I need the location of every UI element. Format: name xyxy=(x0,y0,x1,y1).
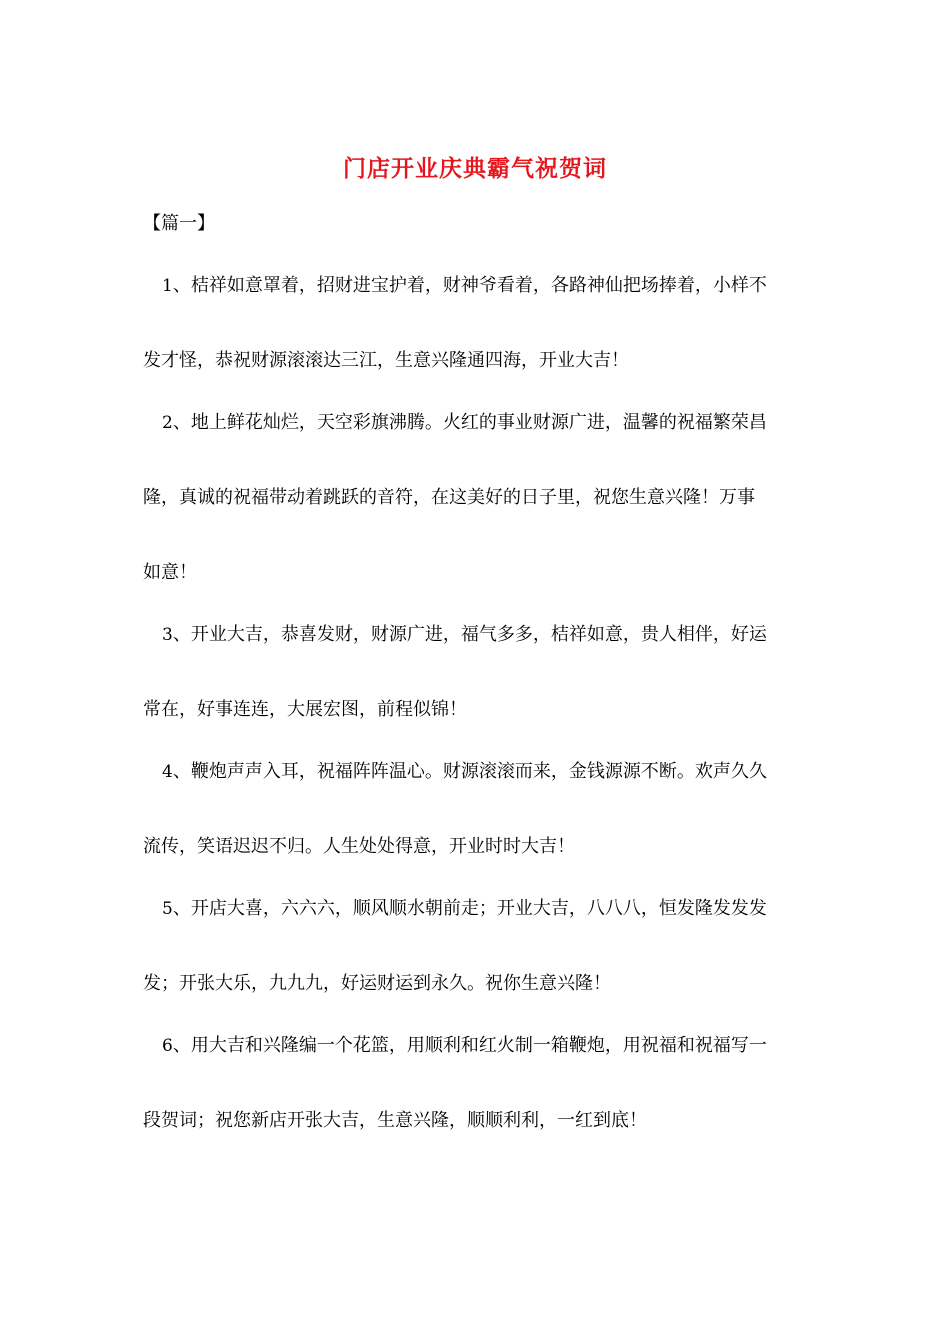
paragraph-number: 1 xyxy=(162,276,173,296)
paragraph-text: 、用大吉和兴隆编一个花篮，用顺利和红火制一箱鞭炮，用祝福和祝福写一 xyxy=(172,1035,767,1056)
paragraph-4 xyxy=(143,757,809,787)
paragraph-line xyxy=(143,408,809,438)
paragraph-2 xyxy=(143,408,809,438)
paragraph-line: 段贺词；祝您新店开张大吉，生意兴隆，顺顺利利，一红到底！ xyxy=(143,1110,647,1131)
paragraph-6-continuation xyxy=(143,1106,809,1136)
paragraph-line: 常在，好事连连，大展宏图，前程似锦！ xyxy=(143,699,467,720)
paragraph-line xyxy=(143,757,809,787)
paragraph-number: 5 xyxy=(162,899,173,919)
paragraph-text: 、地上鲜花灿烂，天空彩旗沸腾。火红的事业财源广进，温馨的祝福繁荣昌 xyxy=(172,412,767,433)
section-label: 【篇一】 xyxy=(143,213,215,234)
paragraph-text: 、桔祥如意罩着，招财进宝护着，财神爷看着，各路神仙把场捧着，小样不 xyxy=(172,275,767,296)
paragraph-line xyxy=(143,1031,809,1061)
paragraph-number: 2 xyxy=(162,413,173,433)
paragraph-1-continuation xyxy=(143,346,809,376)
paragraph-6 xyxy=(143,1031,809,1061)
paragraph-2-continuation xyxy=(143,483,809,513)
paragraph-text: 、开业大吉，恭喜发财，财源广进，福气多多，桔祥如意，贵人相伴，好运 xyxy=(172,624,767,645)
paragraph-number: 4 xyxy=(162,762,173,782)
paragraph-line xyxy=(143,271,809,301)
paragraph-number: 3 xyxy=(162,625,173,645)
paragraph-line: 如意！ xyxy=(143,562,197,583)
paragraph-4-continuation xyxy=(143,832,809,862)
paragraph-text: 、开店大喜，六六六，顺风顺水朝前走；开业大吉，八八八，恒发隆发发发 xyxy=(172,898,767,919)
paragraph-line xyxy=(143,894,809,924)
paragraph-line: 隆，真诚的祝福带动着跳跃的音符，在这美好的日子里，祝您生意兴隆！万事 xyxy=(143,487,755,508)
paragraph-line: 发才怪，恭祝财源滚滚达三江，生意兴隆通四海，开业大吉！ xyxy=(143,350,629,371)
paragraph-5 xyxy=(143,894,809,924)
paragraph-line xyxy=(143,620,809,650)
paragraph-1 xyxy=(143,271,809,301)
paragraph-3-continuation xyxy=(143,695,809,725)
paragraph-3 xyxy=(143,620,809,650)
paragraph-line: 流传，笑语迟迟不归。人生处处得意，开业时时大吉！ xyxy=(143,836,575,857)
paragraph-line: 发；开张大乐，九九九，好运财运到永久。祝你生意兴隆！ xyxy=(143,973,611,994)
paragraph-text: 、鞭炮声声入耳，祝福阵阵温心。财源滚滚而来，金钱源源不断。欢声久久 xyxy=(172,761,767,782)
document-title: 门店开业庆典霸气祝贺词 xyxy=(343,155,607,182)
paragraph-5-continuation xyxy=(143,969,809,999)
paragraph-number: 6 xyxy=(162,1036,173,1056)
paragraph-2-continuation xyxy=(143,558,809,588)
